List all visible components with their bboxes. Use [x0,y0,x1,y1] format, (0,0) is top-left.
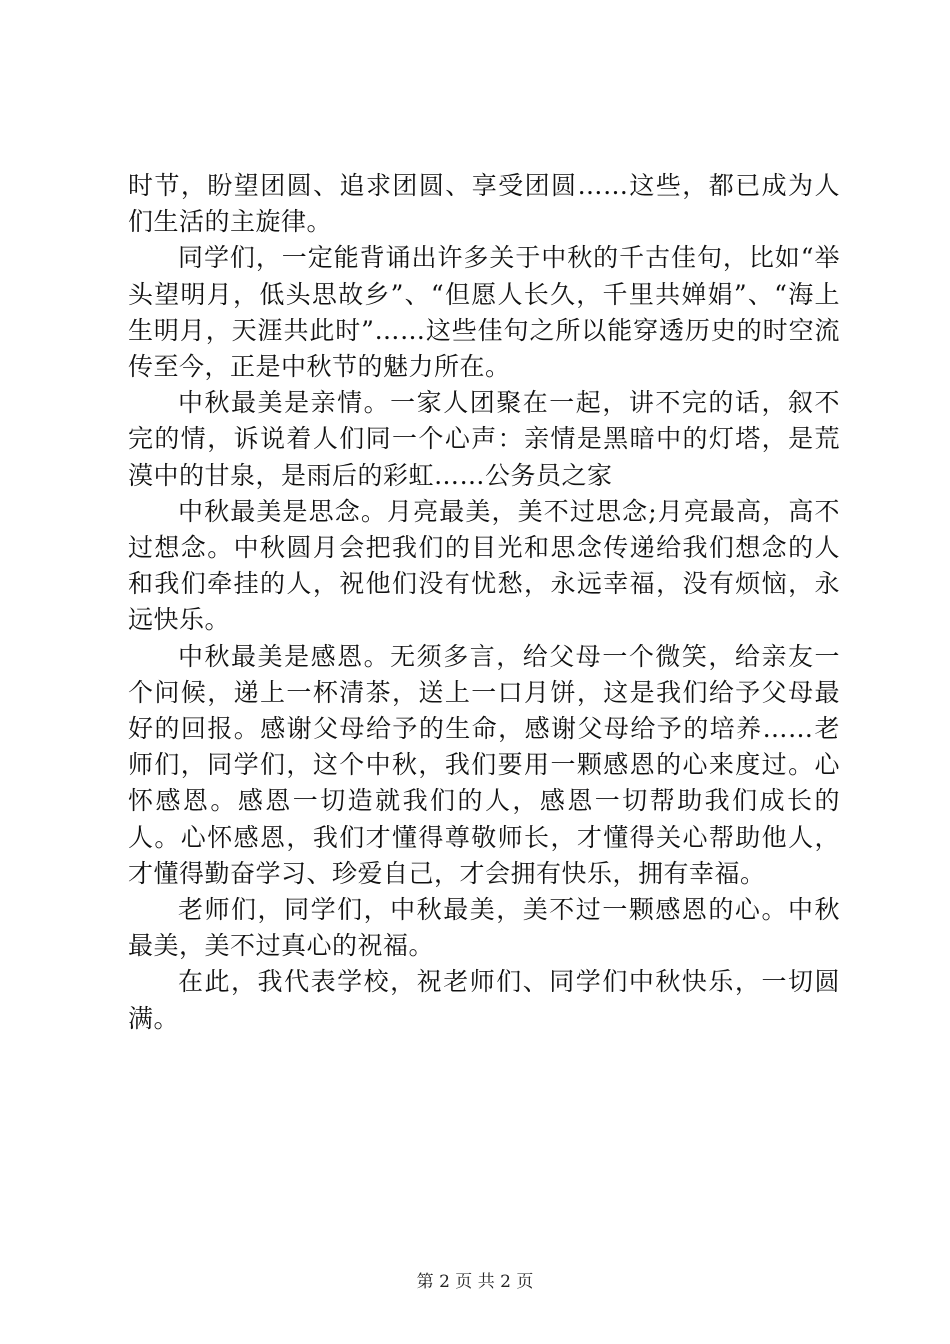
paragraph-blessing: 在此，我代表学校，祝老师们、同学们中秋快乐，一切圆满。 [128,967,840,1033]
paragraph-gratitude: 中秋最美是感恩。无须多言，给父母一个微笑，给亲友一个问候，递上一杯清茶，送上一口月饼，这是我们给予父母最好的回报。感谢父母给予的生命，感谢父母给予的培养……老师们，同学们，这个中秋，我们要用一颗感恩的心来度过。心怀感恩。感恩一切造就我们的人，感恩一切帮助我们成长的人。心怀感恩，我们才懂得尊敬师长，才懂得关心帮助他人，才懂得勤奋学习、珍爱自己，才会拥有快乐，拥有幸福。 [128,641,840,888]
paragraph-longing: 中秋最美是思念。月亮最美，美不过思念;月亮最高，高不过想念。中秋圆月会把我们的目光和思念传递给我们想念的人和我们牵挂的人，祝他们没有忧愁，永远幸福，没有烦恼，永远快乐。 [128,496,840,635]
document-body [128,168,840,1037]
page-number-footer: 第 2 页 共 2 页 [416,1272,534,1292]
paragraph-continuation: 时节，盼望团圆、追求团圆、享受团圆……这些，都已成为人们生活的主旋律。 [128,171,840,237]
paragraph-family-love: 中秋最美是亲情。一家人团聚在一起，讲不完的话，叙不完的情，诉说着人们同一个心声：亲情是黑暗中的灯塔，是荒漠中的甘泉，是雨后的彩虹……公务员之家 [128,388,840,490]
paragraph-closing-remarks: 老师们，同学们，中秋最美，美不过一颗感恩的心。中秋最美，美不过真心的祝福。 [128,895,840,961]
paragraph-classic-verses: 同学们，一定能背诵出许多关于中秋的千古佳句，比如“举头望明月，低头思故乡”、“但愿人长久，千里共婵娟”、“海上生明月，天涯共此时”……这些佳句之所以能穿透历史的时空流传至今，正是中秋节的魅力所在。 [128,243,840,382]
